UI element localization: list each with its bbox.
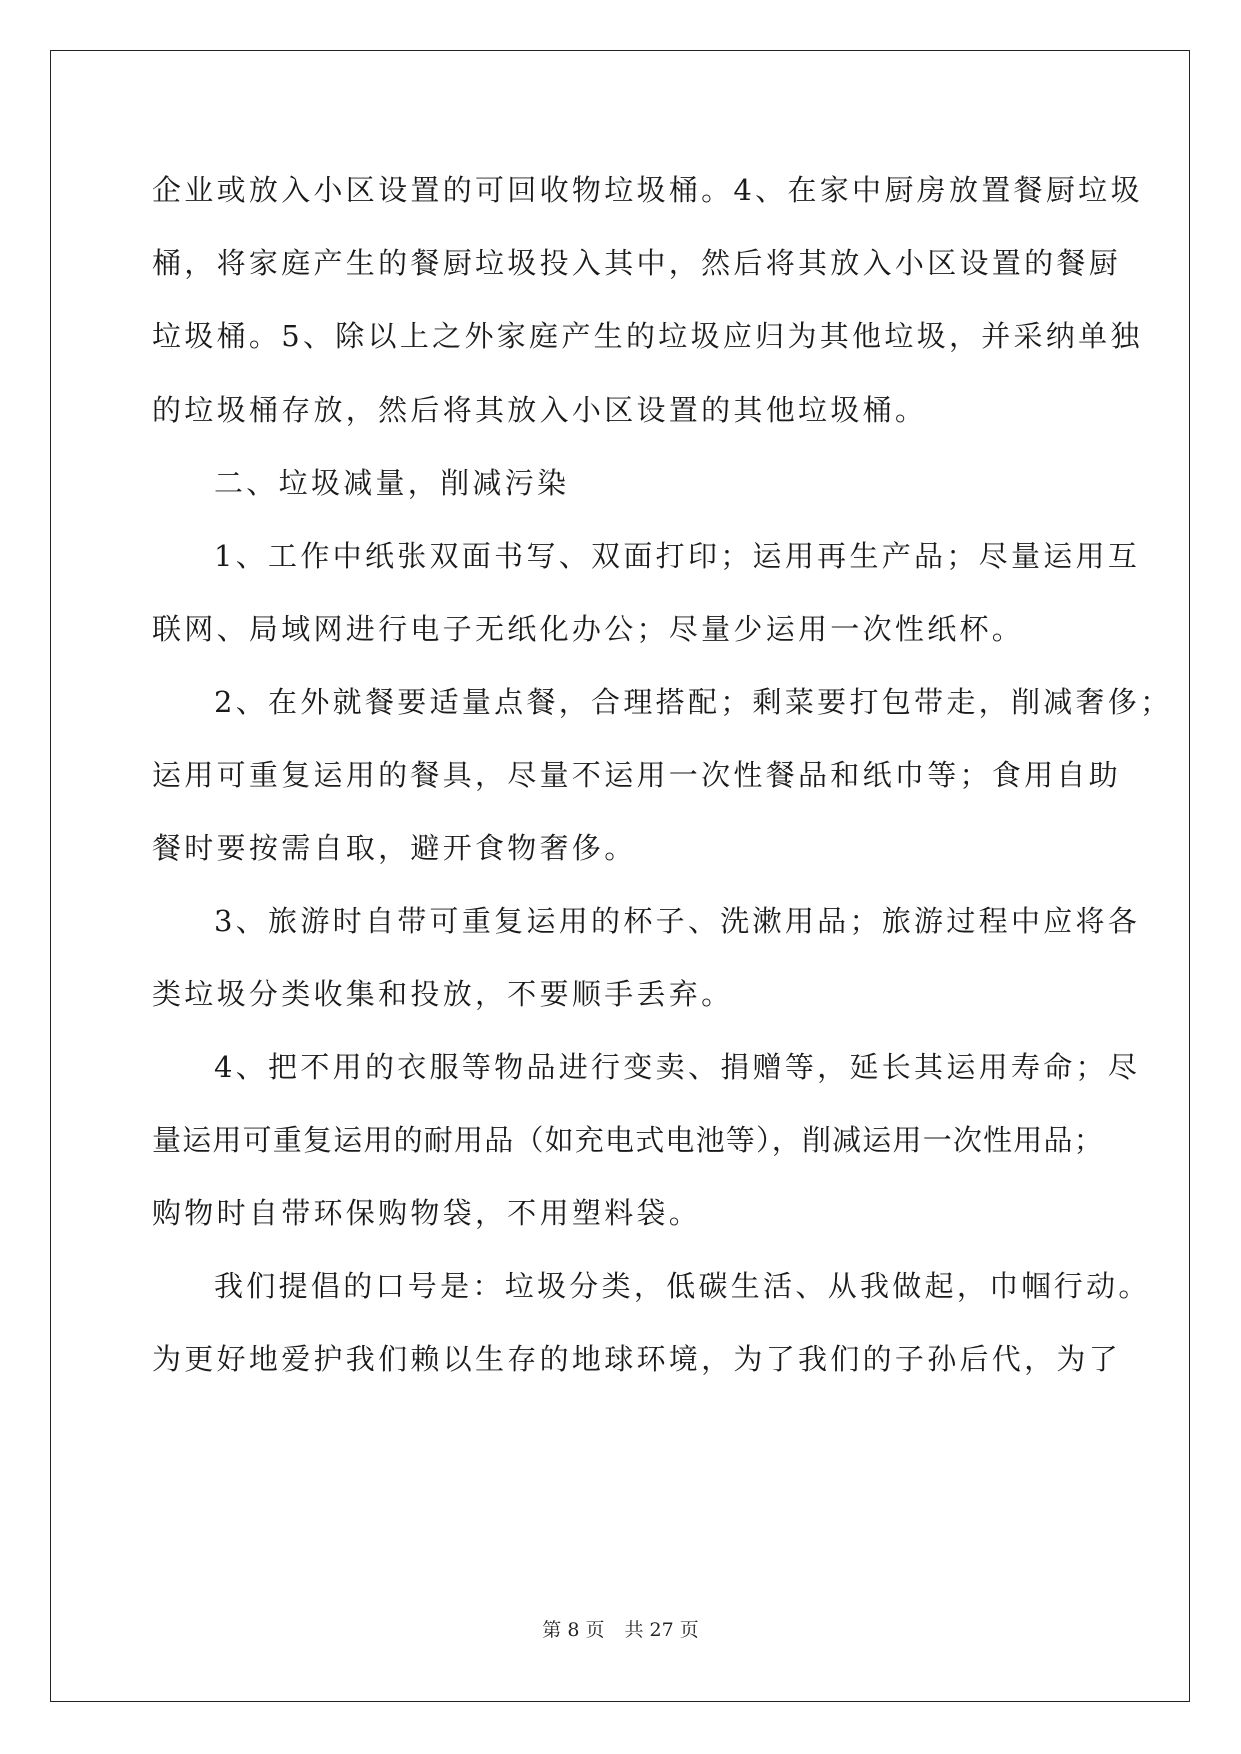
paragraph-line: 餐时要按需自取，避开食物奢侈。 bbox=[152, 831, 637, 865]
page-footer bbox=[0, 1618, 1241, 1642]
paragraph-line: 1、工作中纸张双面书写、双面打印；运用再生产品；尽量运用互 bbox=[214, 539, 1141, 573]
paragraph-line: 2、在外就餐要适量点餐，合理搭配；剩菜要打包带走，削减奢侈； bbox=[214, 685, 1173, 719]
paragraph-line: 购物时自带环保购物袋，不用塑料袋。 bbox=[152, 1196, 702, 1230]
paragraph-line: 类垃圾分类收集和投放，不要顺手丢弃。 bbox=[152, 977, 734, 1011]
page-number: 第 8 页 bbox=[542, 1619, 605, 1641]
paragraph-line: 运用可重复运用的餐具，尽量不运用一次性餐品和纸巾等；食用自助 bbox=[152, 758, 1122, 792]
paragraph-line: 3、旅游时自带可重复运用的杯子、洗漱用品；旅游过程中应将各 bbox=[214, 904, 1141, 938]
paragraph-line: 我们提倡的口号是：垃圾分类，低碳生活、从我做起，巾帼行动。 bbox=[214, 1269, 1151, 1303]
paragraph-line: 量运用可重复运用的耐用品（如充电式电池等），削减运用一次性用品； bbox=[152, 1123, 1104, 1157]
paragraph-line: 企业或放入小区设置的可回收物垃圾桶。4、在家中厨房放置餐厨垃圾 bbox=[152, 173, 1143, 207]
section-heading: 二、垃圾减量，削减污染 bbox=[214, 466, 570, 500]
paragraph-line: 桶，将家庭产生的餐厨垃圾投入其中，然后将其放入小区设置的餐厨 bbox=[152, 246, 1122, 280]
paragraph-line: 联网、局域网进行电子无纸化办公；尽量少运用一次性纸杯。 bbox=[152, 612, 1025, 646]
paragraph-line: 4、把不用的衣服等物品进行变卖、捐赠等，延长其运用寿命；尽 bbox=[214, 1050, 1141, 1084]
paragraph-line: 为更好地爱护我们赖以生存的地球环境，为了我们的子孙后代，为了 bbox=[152, 1342, 1122, 1376]
page-border bbox=[50, 50, 1190, 1702]
paragraph-line: 垃圾桶。5、除以上之外家庭产生的垃圾应归为其他垃圾，并采纳单独 bbox=[152, 319, 1143, 353]
page-total: 共 27 页 bbox=[624, 1619, 699, 1641]
paragraph-line: 的垃圾桶存放，然后将其放入小区设置的其他垃圾桶。 bbox=[152, 393, 928, 427]
